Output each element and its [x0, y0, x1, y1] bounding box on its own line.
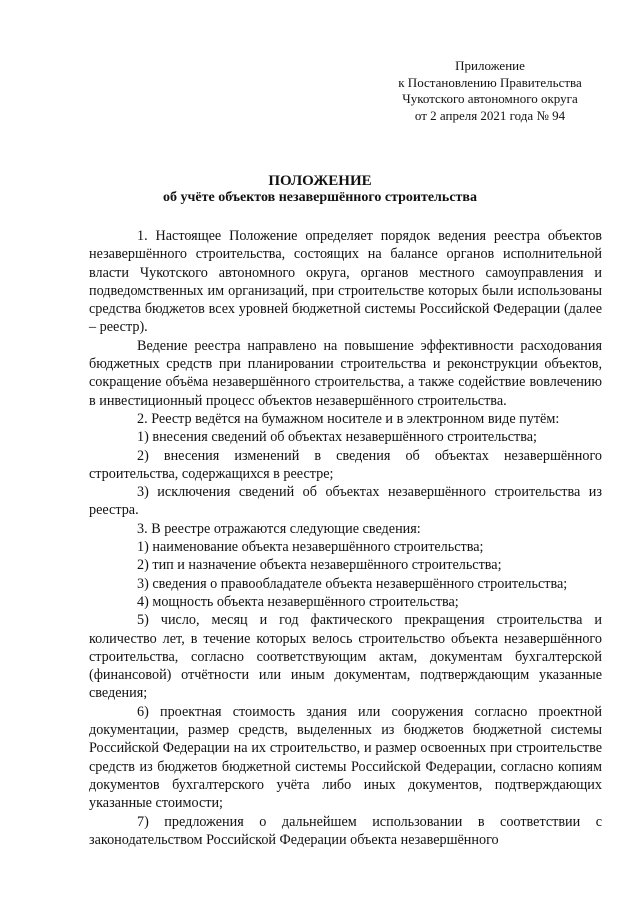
- appendix-label: Приложение: [455, 58, 525, 73]
- paragraph-3-item-6: 6) проектная стоимость здания или сооружения согласно проектной документации, размер средств, выделенных из бюджетов бюджетной системы Российской Федерации на их строительство, и размер освоенных при строительстве средств из бюджетов бюджетной системы Российской Федерации, согласно копиям документов бухгалтерского учёта либо иных документов, подтверждающих указанные стоимости;: [89, 703, 602, 812]
- appendix-date: от 2 апреля 2021 года № 94: [414, 107, 566, 123]
- document-title: ПОЛОЖЕНИЕ: [268, 173, 372, 189]
- paragraph-1: 1. Настоящее Положение определяет порядок ведения реестра объектов незавершённого строительства, состоящих на балансе органов исполнительной власти Чукотского автономного округа, органов местного самоуправления и подведомственных им организаций, при строительстве которых были использованы средства бюджетов всех уровней бюджетной системы Российской Федерации (далее – реестр).: [89, 228, 602, 336]
- paragraph-3-item-5: 5) число, месяц и год фактического прекращения строительства и количество лет, в течение которых велось строительство объекта незавершённого строительства, согласно соответствующим актам, документам бухгалтерской (финансовой) отчётности или иным документам, подтверждающим указанные сведения;: [89, 612, 602, 702]
- document-body: [89, 227, 602, 849]
- paragraph-2-item-2: 2) внесения изменений в сведения об объектах незавершённого строительства, содержащихся в реестре;: [89, 447, 602, 482]
- paragraph-3-item-7: 7) предложения о дальнейшем использовании в соответствии с законодательством Российской Федерации объекта незавершённого: [89, 813, 602, 848]
- paragraph-2-item-3: 3) исключения сведений об объектах незавершённого строительства из реестра.: [89, 484, 602, 519]
- appendix-region: Чукотского автономного округа: [402, 91, 578, 106]
- paragraph-3-item-1: 1) наименование объекта незавершённого строительства;: [137, 539, 484, 556]
- appendix-header: [380, 58, 600, 124]
- appendix-decree: к Постановлению Правительства: [398, 74, 582, 90]
- paragraph-3: 3. В реестре отражаются следующие сведения:: [137, 520, 421, 537]
- paragraph-2-item-1: 1) внесения сведений об объектах незавершённого строительства;: [137, 429, 537, 446]
- document-subtitle: об учёте объектов незавершённого строительства: [163, 190, 477, 205]
- paragraph-3-item-4: 4) мощность объекта незавершённого строительства;: [137, 593, 459, 610]
- paragraph-1-continued: Ведение реестра направлено на повышение эффективности расходования бюджетных средств при планировании строительства и реконструкции объектов, сокращение объёма незавершённого строительства, а также содействие вовлечению в инвестиционный процесс объектов незавершённого строительства.: [89, 337, 602, 409]
- paragraph-2: 2. Реестр ведётся на бумажном носителе и в электронном виде путём:: [137, 410, 560, 427]
- paragraph-3-item-3: 3) сведения о правообладателе объекта незавершённого строительства;: [137, 575, 568, 592]
- paragraph-3-item-2: 2) тип и назначение объекта незавершённого строительства;: [137, 557, 502, 574]
